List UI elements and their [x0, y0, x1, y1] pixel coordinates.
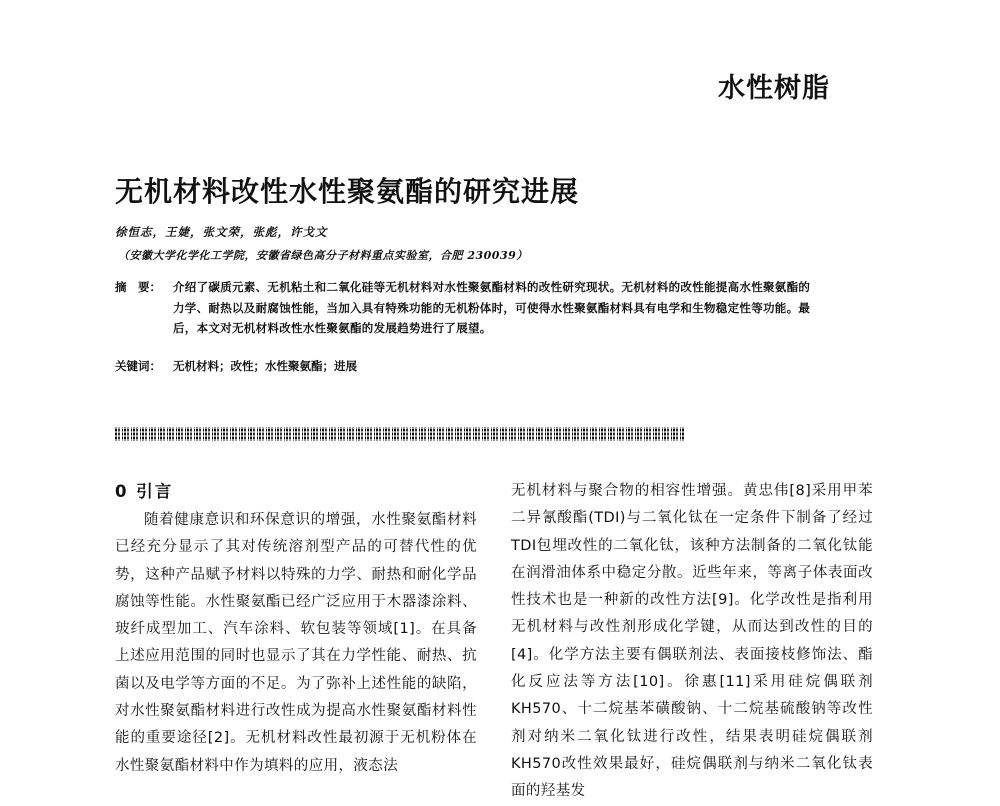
section-heading: 0 引言 [115, 482, 174, 501]
abstract [115, 277, 815, 339]
paragraph: 随着健康意识和环保意识的增强，水性聚氨酯材料已经充分显示了其对传统溶剂型产品的可替代性的优势，这种产品赋予材料以特殊的力学、耐热和耐化学品腐蚀等性能。水性聚氨酯已经广泛应用于木器漆涂料、玻纤成型加工、汽车涂料、软包装等领域[1]。在具备上述应用范围的同时也显示了其在力学性能、耐热、抗菌以及电学等方面的不足。为了弥补上述性能的缺陷，对水性聚氨酯材料进行改性成为提高水性聚氨酯材料性能的重要途径[2]。无机材料改性最初源于无机粉体在水性聚氨酯材料中作为填料的应用，液态法 [115, 512, 477, 774]
abstract-text: 介绍了碳质元素、无机粘土和二氧化硅等无机材料对水性聚氨酯材料的改性研究现状。无机材料的改性能提高水性聚氨酯的力学、耐热以及耐腐蚀性能，当加入具有特殊功能的无机粉体时，可使得水性聚氨酯材料具有电学和生物稳定性等功能。最后，本文对无机材料改性水性聚氨酯的发展趋势进行了展望。 [173, 280, 811, 335]
keywords-label: 关键词： [115, 359, 161, 373]
authors: 徐恒志，王婕，张文荣，张彪，许戈文 [115, 225, 328, 239]
keywords [115, 358, 357, 374]
affiliation: （安徽大学化学化工学院，安徽省绿色高分子材料重点实验室，合肥 230039） [118, 249, 528, 262]
abstract-label: 摘 要： [115, 280, 161, 294]
keywords-text: 无机材料；改性；水性聚氨酯；进展 [173, 359, 358, 373]
paragraph: 无机材料与聚合物的相容性增强。黄忠伟[8]采用甲苯二异氰酸酯(TDI)与二氧化钛在一定条件下制备了经过TDI包埋改性的二氧化钛，该种方法制备的二氧化钛能在润滑油体系中稳定分散。近些年来，等离子体表面改性技术也是一种新的改性方法[9]。化学改性是指利用无机材料与改性剂形成化学键，从而达到改性的目的[4]。化学方法主要有偶联剂法、表面接枝修饰法、酯化反应法等方法[10]。徐惠[11]采用硅烷偶联剂KH570、十二烷基苯磺酸钠、十二烷基硫酸钠等改性剂对纳米二氧化钛进行改性，结果表明硅烷偶联剂KH570改性效果最好，硅烷偶联剂与纳米二氧化钛表面的羟基发 [511, 483, 873, 800]
scan-noise-divider [115, 427, 685, 441]
section-tag: 水性树脂 [718, 73, 830, 104]
body-column-left [115, 478, 477, 780]
body-column-right [511, 478, 873, 806]
paper-title: 无机材料改性水性聚氨酯的研究进展 [115, 175, 580, 208]
